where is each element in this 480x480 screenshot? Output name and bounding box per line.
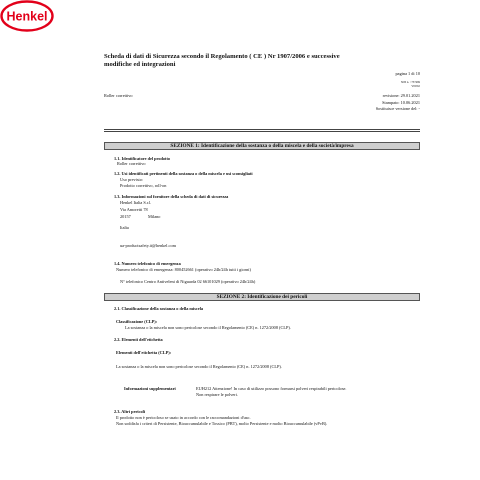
title-line-2: modifiche ed integrazioni [104,61,176,69]
s12-title: 1.2. Usi identificati pertinenti della sostanza o della miscela e usi sconsigliati [114,171,253,176]
s22-title: 2.2. Elementi dell'etichetta [114,337,163,342]
street: Via Amoretti 78 [120,207,148,212]
s14-title: 1.4. Numero telefonico di emergenza [114,261,181,266]
s12-label: Uso previsto: [120,177,144,182]
clp-text: La sostanza o la miscela non sono pericolose secondo il Regolamento (CE) n. 1272/2008 (CLP). [125,325,291,330]
s12-value: Prodotto correttivo, roll-on [120,183,167,188]
other-hazards-1: Il prodotto non è pericoloso se usato in accordo con le raccomandazioni d'uso. [116,415,251,420]
section-2-heading: SEZIONE 2: Identificazione dei pericoli [104,293,420,301]
supplementary-text-2: Non respirare le polveri. [196,392,238,397]
henkel-logo [0,0,54,32]
other-hazards-2: Non soddisfa i criteri di Persistente, Bioaccumulabile e Tossico (PBT), molto Persistente e molto Bioaccumulabile (vPvB). [116,421,328,426]
postcode: 20157 [120,214,131,219]
sds-number: SDS n. : 737469 [400,80,420,84]
label-text: La sostanza o la miscela non sono pericolose secondo il Regolamento (CE) n. 1272/2008 (CLP). [116,364,282,369]
printed-date: Stampato: 10.06.2021 [382,100,420,105]
divider [104,129,420,130]
revision-date: revisione: 29.01.2021 [382,93,420,98]
emergency-number: Numero telefonico di emergenza: 800452661 (operativo 24h/24h tutti i giorni) [116,267,251,272]
version: V003.0 [411,84,420,88]
clp-label: Classificazione (CLP): [116,319,158,324]
replaces-version: Sostituisce versione del: - [375,106,420,111]
s23-title: 2.3. Altri pericoli [114,409,146,414]
document-title [104,53,424,69]
label-elements: Elementi dell'etichetta (CLP): [116,350,172,355]
s11-value: Roller correttivo [117,161,146,166]
s11-title: 1.1. Identificatore del prodotto [114,156,171,161]
page-number: pagina 1 di 10 [395,71,420,76]
country: Italia [120,225,129,230]
title-line-1: Scheda di dati di Sicurezza secondo il Regolamento ( CE ) Nr 1907/2006 e successive [104,53,340,60]
supplementary-label: Informazioni supplementari [124,386,176,391]
divider [104,131,420,132]
email[interactable]: ua-productsafety.it@henkel.com [120,243,176,248]
logo-text: Henkel [6,9,48,24]
s21-title: 2.1. Classificazione della sostanza o della miscela [114,306,204,311]
company-name: Henkel Italia S.r.l. [120,200,152,205]
city: Milano [148,214,161,219]
s13-title: 1.3. Informazioni sul fornitore della scheda di dati di sicurezza [114,194,229,199]
poison-centre-number: N° telefonico Centro Antiveleni di Niguarda 02 66101029 (operativo 24h/24h) [120,279,256,284]
supplementary-text-1: EUH212 Attenzione! In caso di utilizzo possono formarsi polveri respirabili pericolose. [196,386,347,391]
section-1-heading: SEZIONE 1: Identificazione della sostanza o della miscela e della società/impresa [104,142,420,150]
product-name: Roller correttivo [104,93,133,98]
